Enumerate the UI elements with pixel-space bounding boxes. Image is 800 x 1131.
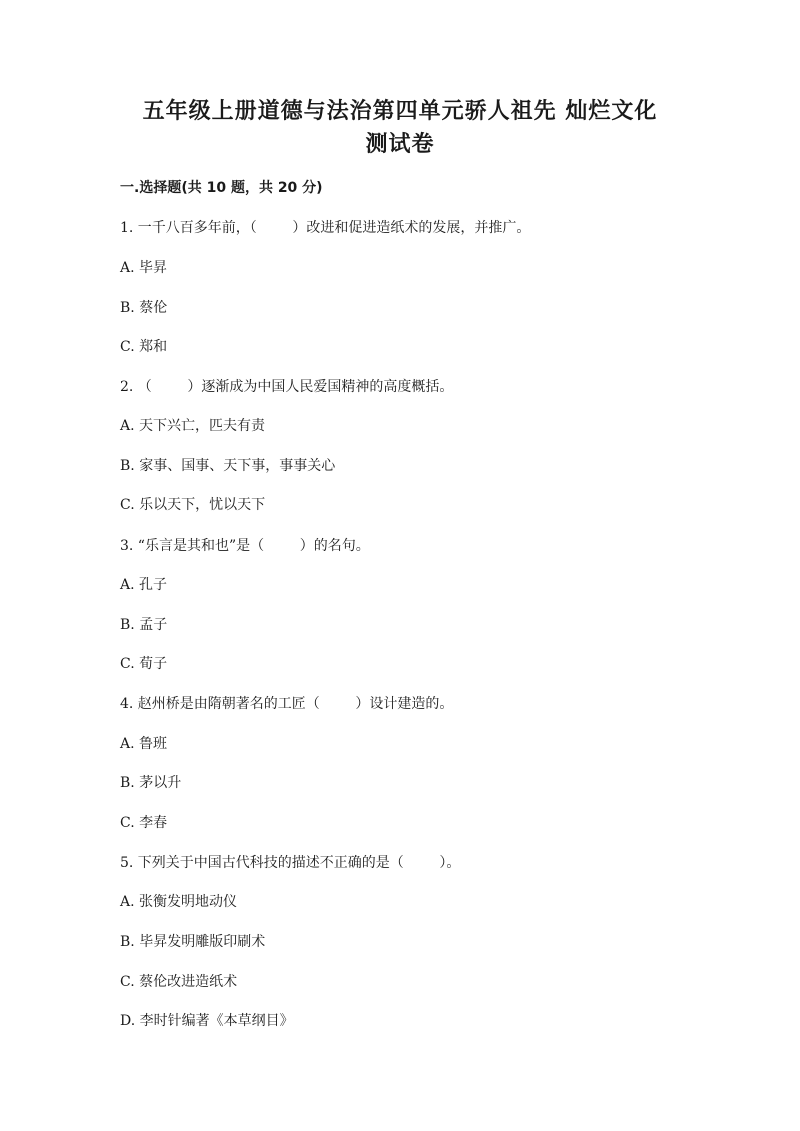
question-3-option-b: B. 孟子 bbox=[120, 617, 168, 633]
question-5-option-a: A. 张衡发明地动仪 bbox=[120, 894, 238, 910]
question-1-option-a: A. 毕昇 bbox=[120, 260, 168, 276]
question-4-option-c: C. 李春 bbox=[120, 815, 168, 831]
question-4-option-b: B. 茅以升 bbox=[120, 775, 182, 791]
question-5-stem: 5. 下列关于中国古代科技的描述不正确的是（ ）。 bbox=[120, 855, 461, 871]
question-3-option-a: A. 孔子 bbox=[120, 577, 168, 593]
question-2-option-c: C. 乐以天下，忧以天下 bbox=[120, 497, 266, 513]
exam-title-line-2: 测试卷 bbox=[365, 132, 435, 157]
question-4-option-a: A. 鲁班 bbox=[120, 736, 168, 752]
question-5-option-c: C. 蔡伦改进造纸术 bbox=[120, 974, 238, 990]
question-4-stem: 4. 赵州桥是由隋朝著名的工匠（ ）设计建造的。 bbox=[120, 696, 454, 712]
question-5-option-d: D. 李时针编著《本草纲目》 bbox=[120, 1013, 294, 1029]
question-2-stem: 2. （ ）逐渐成为中国人民爱国精神的高度概括。 bbox=[120, 379, 454, 395]
exam-title-line-1: 五年级上册道德与法治第四单元骄人祖先 灿烂文化 bbox=[142, 99, 658, 124]
question-5-option-b: B. 毕昇发明雕版印刷术 bbox=[120, 934, 266, 950]
question-1-option-b: B. 蔡伦 bbox=[120, 300, 168, 316]
question-1-stem: 1. 一千八百多年前，（ ）改进和促进造纸术的发展，并推广。 bbox=[120, 220, 531, 236]
question-3-option-c: C. 荀子 bbox=[120, 656, 168, 672]
question-2-option-b: B. 家事、国事、天下事，事事关心 bbox=[120, 458, 336, 474]
question-1-option-c: C. 郑和 bbox=[120, 339, 168, 355]
section-heading: 一.选择题(共 10 题，共 20 分) bbox=[120, 180, 323, 196]
question-2-option-a: A. 天下兴亡，匹夫有责 bbox=[120, 418, 266, 434]
question-3-stem: 3. “乐言是其和也”是（ ）的名句。 bbox=[120, 538, 370, 554]
